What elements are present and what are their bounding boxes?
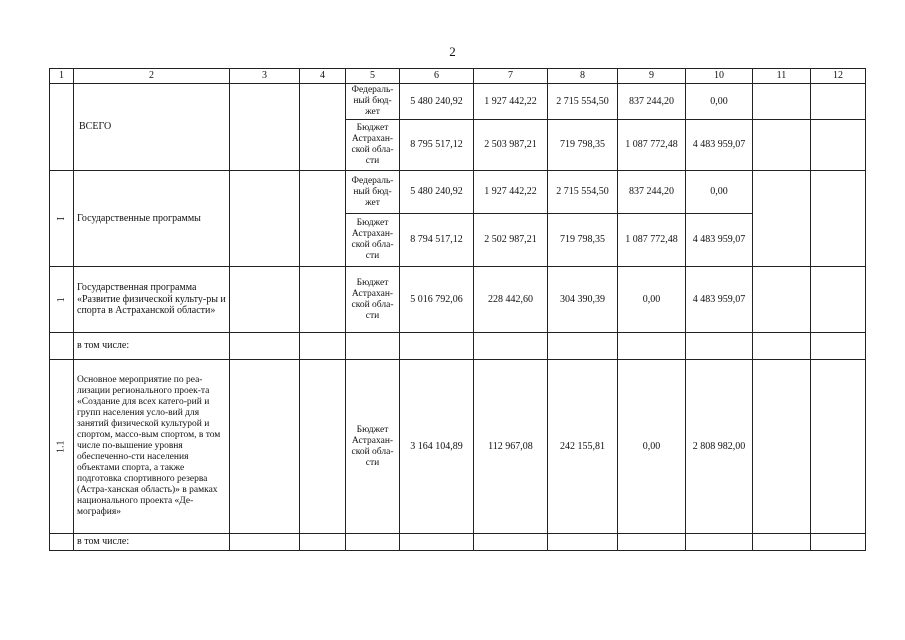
value-cell: 1 087 772,48 — [618, 120, 686, 171]
program-name: Государственная программа «Развитие физической культу-ры и спорта в Астраханской области» — [74, 267, 230, 333]
funding-source: Бюджет Астрахан-ской обла-сти — [346, 120, 400, 171]
activity-name: Основное мероприятие по реа-лизации регионального проек-та «Создание для всех катего-рий и групп населения усло-вий для занятий физической культурой и спортом, массо-вым спортом, в том числе по-вышение уровня обеспеченно-сти населения объектами спорта, а также подготовка спортивного резерва (Астра-ханская область)» в рамках национального проекта «Де-мография» — [74, 360, 230, 534]
code-cell — [50, 360, 74, 534]
empty-cell — [230, 84, 300, 171]
state-programs-name: Государственные программы — [74, 171, 230, 267]
including-label: в том числе: — [74, 333, 230, 360]
empty-cell — [300, 360, 346, 534]
value-cell: 5 016 792,06 — [400, 267, 474, 333]
col-header: 10 — [686, 69, 753, 84]
value-cell: 0,00 — [686, 171, 753, 214]
col-header: 1 — [50, 69, 74, 84]
empty-cell — [230, 360, 300, 534]
value-cell: 1 927 442,22 — [474, 171, 548, 214]
value-cell: 4 483 959,07 — [686, 267, 753, 333]
value-cell: 4 483 959,07 — [686, 120, 753, 171]
empty-cell — [474, 534, 548, 551]
col-header: 2 — [74, 69, 230, 84]
empty-cell — [230, 333, 300, 360]
empty-cell — [618, 534, 686, 551]
empty-cell — [346, 333, 400, 360]
value-cell: 0,00 — [686, 84, 753, 120]
empty-cell — [811, 534, 866, 551]
empty-cell — [346, 534, 400, 551]
value-cell: 3 164 104,89 — [400, 360, 474, 534]
col-header: 8 — [548, 69, 618, 84]
value-cell: 5 480 240,92 — [400, 84, 474, 120]
value-cell: 2 503 987,21 — [474, 120, 548, 171]
empty-cell — [230, 267, 300, 333]
empty-cell — [753, 84, 811, 120]
value-cell: 2 715 554,50 — [548, 171, 618, 214]
empty-cell — [811, 360, 866, 534]
col-header: 5 — [346, 69, 400, 84]
empty-cell — [811, 333, 866, 360]
funding-source: Федераль-ный бюд-жет — [346, 171, 400, 214]
row-code: I — [55, 216, 67, 221]
empty-cell — [230, 171, 300, 267]
empty-cell — [300, 267, 346, 333]
value-cell: 242 155,81 — [548, 360, 618, 534]
empty-cell — [400, 333, 474, 360]
empty-cell — [753, 171, 811, 267]
code-cell — [50, 333, 74, 360]
including-label: в том числе: — [74, 534, 230, 551]
empty-cell — [753, 267, 811, 333]
empty-cell — [811, 267, 866, 333]
page-number: 2 — [449, 44, 456, 59]
empty-cell — [686, 333, 753, 360]
header-row — [50, 69, 866, 84]
empty-cell — [548, 333, 618, 360]
table-row — [50, 360, 866, 534]
code-cell — [50, 267, 74, 333]
value-cell: 837 244,20 — [618, 84, 686, 120]
value-cell: 1 087 772,48 — [618, 214, 686, 267]
empty-cell — [300, 333, 346, 360]
empty-cell — [753, 333, 811, 360]
row-code: 1.1 — [55, 440, 67, 453]
value-cell: 2 715 554,50 — [548, 84, 618, 120]
value-cell: 8 794 517,12 — [400, 214, 474, 267]
row-code: 1 — [55, 297, 67, 302]
col-header: 4 — [300, 69, 346, 84]
empty-cell — [686, 534, 753, 551]
empty-cell — [811, 120, 866, 171]
empty-cell — [811, 84, 866, 120]
funding-source: Бюджет Астрахан-ской обла-сти — [346, 214, 400, 267]
funding-source: Федераль-ный бюд-жет — [346, 84, 400, 120]
empty-cell — [753, 360, 811, 534]
table-row — [50, 534, 866, 551]
value-cell: 228 442,60 — [474, 267, 548, 333]
empty-cell — [811, 171, 866, 267]
empty-cell — [753, 120, 811, 171]
total-name: ВСЕГО — [74, 84, 230, 171]
funding-source: Бюджет Астрахан-ской обла-сти — [346, 360, 400, 534]
value-cell: 837 244,20 — [618, 171, 686, 214]
value-cell: 4 483 959,07 — [686, 214, 753, 267]
col-header: 12 — [811, 69, 866, 84]
col-header: 9 — [618, 69, 686, 84]
empty-cell — [300, 84, 346, 171]
value-cell: 1 927 442,22 — [474, 84, 548, 120]
code-cell — [50, 84, 74, 171]
value-cell: 0,00 — [618, 360, 686, 534]
table-row — [50, 84, 866, 120]
empty-cell — [230, 534, 300, 551]
value-cell: 112 967,08 — [474, 360, 548, 534]
empty-cell — [618, 333, 686, 360]
value-cell: 719 798,35 — [548, 120, 618, 171]
code-cell — [50, 534, 74, 551]
value-cell: 5 480 240,92 — [400, 171, 474, 214]
table-row — [50, 267, 866, 333]
code-cell — [50, 171, 74, 267]
col-header: 3 — [230, 69, 300, 84]
funding-source: Бюджет Астрахан-ской обла-сти — [346, 267, 400, 333]
empty-cell — [753, 534, 811, 551]
value-cell: 304 390,39 — [548, 267, 618, 333]
value-cell: 2 502 987,21 — [474, 214, 548, 267]
empty-cell — [300, 171, 346, 267]
value-cell: 719 798,35 — [548, 214, 618, 267]
value-cell: 8 795 517,12 — [400, 120, 474, 171]
budget-table — [49, 68, 866, 551]
table-row — [50, 171, 866, 214]
table-row — [50, 333, 866, 360]
empty-cell — [548, 534, 618, 551]
empty-cell — [400, 534, 474, 551]
value-cell: 0,00 — [618, 267, 686, 333]
empty-cell — [300, 534, 346, 551]
empty-cell — [474, 333, 548, 360]
col-header: 11 — [753, 69, 811, 84]
col-header: 6 — [400, 69, 474, 84]
value-cell: 2 808 982,00 — [686, 360, 753, 534]
col-header: 7 — [474, 69, 548, 84]
